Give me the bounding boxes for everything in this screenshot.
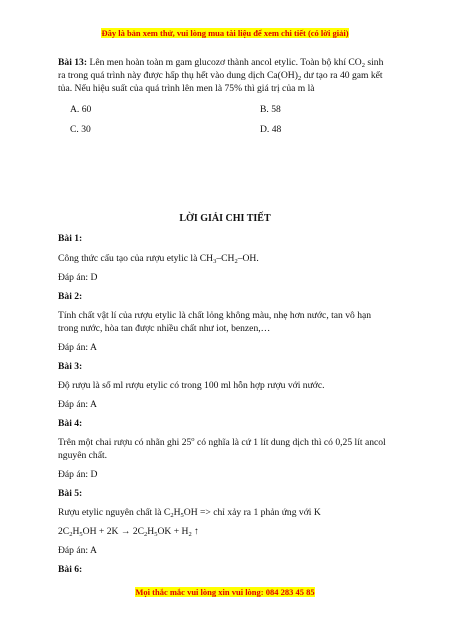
question-13 <box>58 56 393 95</box>
contact-text: Mọi thắc mắc vui lòng xin vui lòng: 084 283 45 85 <box>135 587 315 597</box>
text-part: –OH. <box>237 253 259 264</box>
bai-1-answer: Đáp án: D <box>58 272 98 283</box>
subscript: 5 <box>180 512 184 519</box>
bai-2-label: Bài 2: <box>58 291 83 302</box>
option-d: D. 48 <box>260 124 282 135</box>
bai-5-label: Bài 5: <box>58 488 83 499</box>
text-part: Trên một chai rượu có nhãn ghi 25 <box>58 437 192 448</box>
bai-3-label: Bài 3: <box>58 361 83 372</box>
text-part: ↑ <box>191 526 199 537</box>
text-part: H <box>173 507 181 518</box>
subscript: 5 <box>79 531 83 538</box>
bai-2-text: Tính chất vật lí của rượu etylic là chất lỏng không màu, nhẹ hơn nước, tan vô hạn trong nước, hòa tan được nhiều chất như iot, benzen,… <box>58 310 372 334</box>
bai-6-label: Bài 6: <box>58 564 83 575</box>
subscript: 2 <box>188 531 192 538</box>
option-a: A. 60 <box>70 104 92 115</box>
contact-banner <box>0 587 450 597</box>
bai-2-answer: Đáp án: A <box>58 342 97 353</box>
bai-3-text: Độ rượu là số ml rượu etylic có trong 100 ml hỗn hợp rượu với nước. <box>58 380 325 391</box>
bai-4-label: Bài 4: <box>58 418 83 429</box>
section-heading: LỜI GIẢI CHI TIẾT <box>179 213 271 224</box>
question-13-text-a: Lên men hoàn toàn m gam glucozơ thành ancol etylic. Toàn bộ khí CO <box>87 57 362 68</box>
text-part: H <box>72 526 80 537</box>
option-b: B. 58 <box>260 104 281 115</box>
subscript: 5 <box>154 531 158 538</box>
bai-5-equation <box>58 525 393 538</box>
bai-1-text <box>58 252 393 265</box>
subscript: 2 <box>144 531 148 538</box>
text-part: –CH <box>216 253 235 264</box>
text-part: Rượu etylic nguyên chất là C <box>58 507 171 518</box>
subscript: 2 <box>69 531 73 538</box>
superscript: o <box>191 435 195 443</box>
text-part: có nghĩa là cứ 1 lít dung dịch thì có 0,25 lít ancol nguyên chất. <box>58 437 386 461</box>
option-c: C. 30 <box>70 124 91 135</box>
bai-3-answer: Đáp án: A <box>58 399 97 410</box>
question-13-label: Bài 13: <box>58 57 88 68</box>
subscript: 2 <box>234 258 238 265</box>
subscript: 2 <box>170 512 174 519</box>
preview-notice-banner <box>0 28 450 38</box>
text-part: Công thức cấu tạo của rượu etylic là CH <box>58 253 214 264</box>
subscript: 3 <box>213 258 217 265</box>
text-part: H <box>147 526 155 537</box>
preview-notice-text: Đây là bản xem thử, vui lòng mua tài liệu để xem chi tiết (có lời giải) <box>101 28 349 38</box>
bai-4-answer: Đáp án: D <box>58 469 98 480</box>
text-part: OH + 2K → 2C <box>82 526 145 537</box>
bai-5-text <box>58 506 393 519</box>
text-part: OK + H <box>157 526 189 537</box>
question-13-text-c: dư tạo ra 40 gam kết tủa. Nếu hiệu suất của quá trình lên men là 75% thì giá trị của m là <box>58 70 383 94</box>
text-part: OH => chỉ xảy ra 1 phản ứng với K <box>183 507 321 518</box>
bai-1-label: Bài 1: <box>58 233 83 244</box>
subscript: 2 <box>361 62 365 69</box>
bai-4-text <box>58 436 393 462</box>
bai-5-answer: Đáp án: A <box>58 545 97 556</box>
text-part: 2C <box>58 526 70 537</box>
subscript: 2 <box>297 75 302 82</box>
question-13-text-b: sinh ra trong quá trình này được hấp thụ hết vào dung dịch Ca(OH) <box>58 57 384 81</box>
